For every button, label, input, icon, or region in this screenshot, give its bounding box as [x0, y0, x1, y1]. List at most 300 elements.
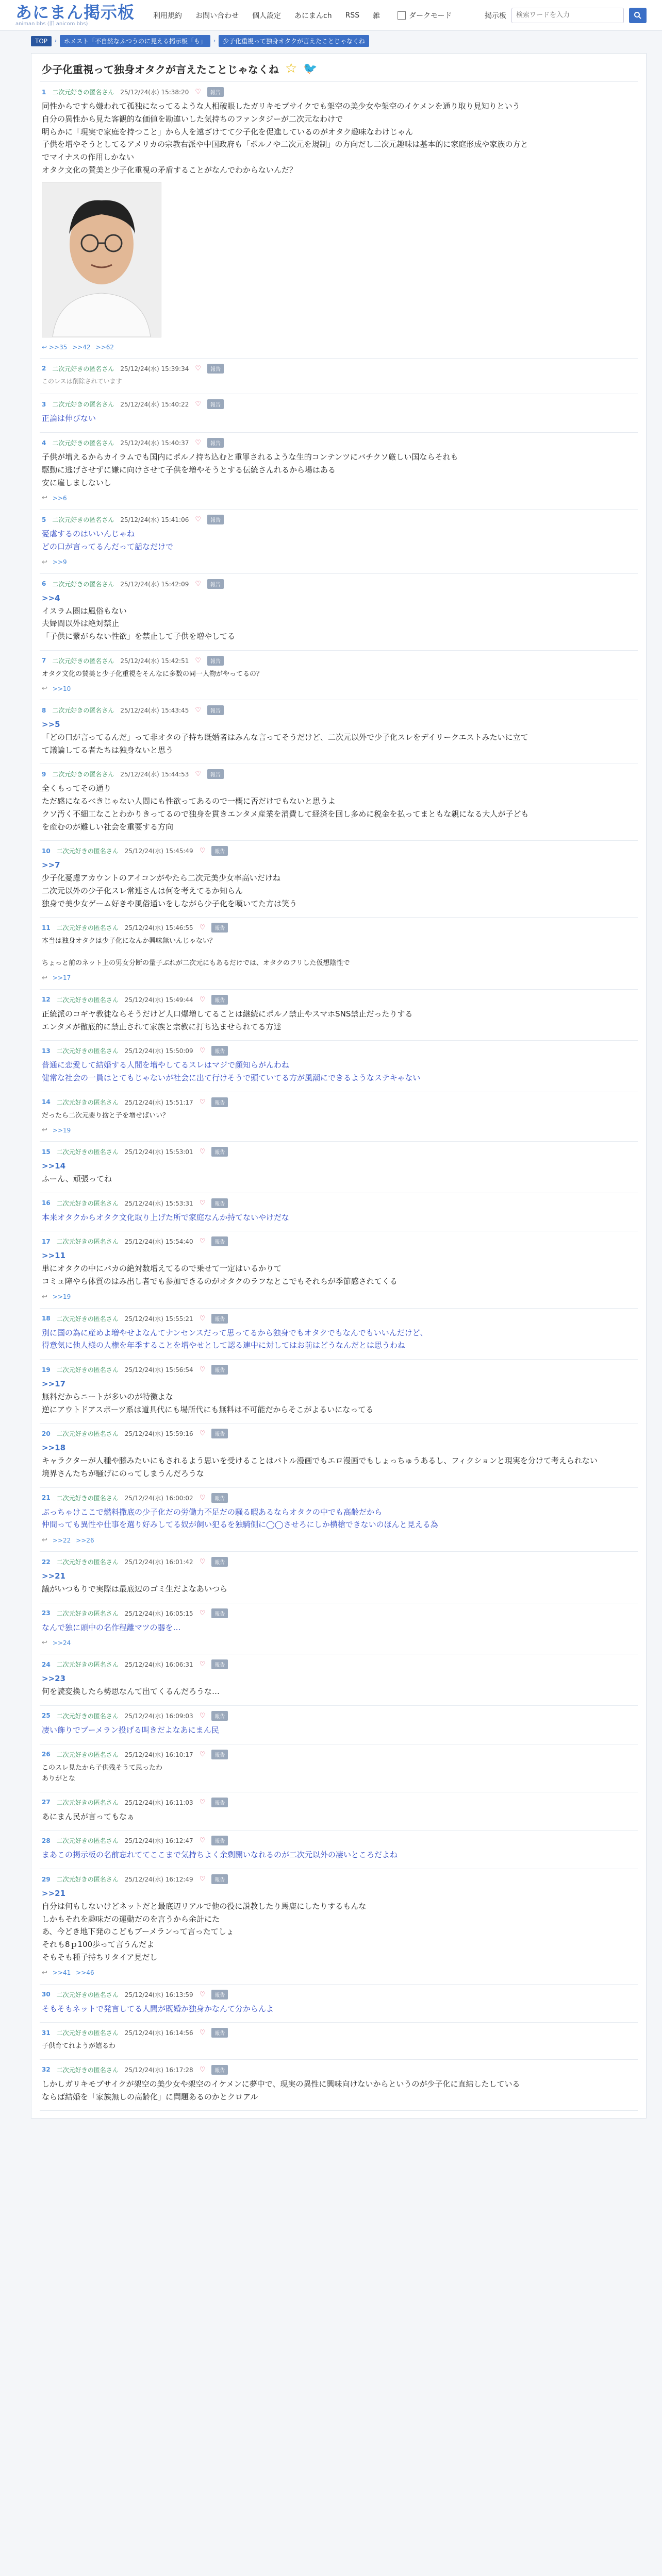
post-number[interactable]: 21: [42, 1494, 51, 1502]
report-button[interactable]: 報告: [207, 705, 224, 715]
like-button[interactable]: [200, 1875, 206, 1883]
post-number[interactable]: 7: [42, 657, 46, 665]
report-button[interactable]: 報告: [207, 364, 224, 374]
heart-icon: ♡: [199, 1148, 206, 1156]
post-body: [42, 1672, 636, 1698]
poster-name: 二次元好きの匿名さん: [56, 1751, 119, 1758]
post: [40, 1831, 638, 1869]
post-number[interactable]: 11: [42, 924, 51, 931]
post-number[interactable]: 25: [42, 1712, 51, 1720]
poster-name: 二次元好きの匿名さん: [52, 516, 114, 524]
post-number[interactable]: 6: [42, 580, 46, 588]
post-number[interactable]: 26: [42, 1751, 51, 1758]
reply-links: [42, 974, 636, 982]
like-button[interactable]: [200, 1148, 206, 1156]
reply-arrow-icon: ↩: [42, 494, 47, 502]
dark-mode-label: ダークモード: [409, 11, 452, 20]
reply-link[interactable]: >>17: [52, 974, 71, 982]
post-date: 25/12/24(水) 15:53:31: [124, 1199, 193, 1207]
reply-link[interactable]: >>62: [95, 343, 114, 351]
heart-icon: ♡: [195, 364, 201, 372]
report-button[interactable]: 報告: [211, 1608, 228, 1618]
post-line: 境界さんたちが騒げにのってしまうんだろうな: [42, 1468, 204, 1478]
heart-icon: ♡: [199, 1430, 206, 1438]
breadcrumb: [0, 31, 662, 47]
post: [40, 574, 638, 651]
report-button[interactable]: 報告: [211, 923, 228, 933]
report-button[interactable]: 報告: [211, 1798, 228, 1807]
post-number[interactable]: 32: [42, 2066, 51, 2074]
post-number[interactable]: 27: [42, 1799, 51, 1806]
heart-icon: ♡: [195, 439, 201, 447]
post-line: 逆にアウトドアスポーツ系は道具代にも場所代にも無料は不可能だからそこがよるいになってる: [42, 1404, 374, 1414]
poster-name: 二次元好きの匿名さん: [52, 657, 114, 665]
post-number[interactable]: 31: [42, 2029, 51, 2037]
post: [40, 1706, 638, 1744]
checkbox-icon[interactable]: [398, 11, 406, 20]
post-number[interactable]: 18: [42, 1315, 51, 1323]
report-button[interactable]: 報告: [211, 2028, 228, 2038]
reply-arrow-icon: ↩: [42, 685, 47, 693]
like-button[interactable]: [195, 516, 201, 523]
post-body: [42, 1810, 636, 1823]
post-date: 25/12/24(水) 15:53:01: [124, 1148, 193, 1156]
heart-icon: ♡: [199, 1558, 206, 1566]
like-button[interactable]: [200, 1199, 206, 1207]
poster-name: 二次元好きの匿名さん: [56, 1558, 119, 1566]
post: [40, 1552, 638, 1603]
post-line: このレスは削除されています: [42, 377, 122, 385]
report-button[interactable]: 報告: [211, 1147, 228, 1157]
post-date: 25/12/24(水) 15:46:55: [124, 924, 193, 932]
poster-name: 二次元好きの匿名さん: [52, 707, 114, 715]
post-line: >>5: [42, 720, 60, 730]
post-number[interactable]: 20: [42, 1430, 51, 1437]
like-button[interactable]: [200, 2029, 206, 2037]
post-date: 25/12/24(水) 16:12:49: [124, 1876, 193, 1884]
post-body: [42, 1442, 636, 1480]
report-button[interactable]: 報告: [211, 1097, 228, 1107]
post-header: [42, 1097, 636, 1107]
like-button[interactable]: [200, 1712, 206, 1720]
report-button[interactable]: 報告: [207, 769, 224, 779]
post-date: 25/12/24(水) 15:42:51: [120, 657, 189, 665]
post-number[interactable]: 5: [42, 516, 46, 523]
post-date: 25/12/24(水) 15:51:17: [124, 1098, 193, 1106]
reply-links: [42, 1126, 636, 1134]
reply-link[interactable]: >>19: [52, 1126, 71, 1134]
like-button[interactable]: [200, 1558, 206, 1566]
poster-name: 二次元好きの匿名さん: [56, 1712, 119, 1720]
site-logo[interactable]: [15, 4, 135, 27]
post-body: [42, 859, 636, 910]
poster-name: 二次元好きの匿名さん: [56, 924, 119, 932]
post-header: [42, 87, 636, 97]
like-button[interactable]: [200, 1799, 206, 1806]
post-body: [42, 1211, 636, 1224]
post-body: [42, 1059, 636, 1084]
poster-name: 二次元好きの匿名さん: [56, 996, 119, 1004]
post-line: 無料だからニートが多いのが特徴よな: [42, 1392, 174, 1401]
post-header: [42, 1711, 636, 1721]
heart-icon: ♡: [199, 1047, 206, 1055]
report-button[interactable]: 報告: [211, 1874, 228, 1884]
like-button[interactable]: [195, 706, 201, 714]
chevron-right-icon: ›: [213, 38, 216, 44]
heart-icon: ♡: [199, 1098, 206, 1106]
heart-icon: ♡: [199, 1990, 206, 1998]
post-line: ちょっと前のネット上の男女分断の量子ぶれが二次元にもあるだけでは、オタクのフリした仮想陰性で: [42, 959, 350, 968]
post-date: 25/12/24(水) 15:56:54: [124, 1366, 193, 1374]
thread-title: 少子化重視って独身オタクが言えたことじゃなくね: [42, 63, 279, 76]
post-line: 議がいつもりで実際は最底辺のゴミ生だよなあいつら: [42, 1584, 228, 1594]
post-number[interactable]: 10: [42, 847, 51, 855]
like-button[interactable]: [200, 1047, 206, 1055]
post-body: [42, 528, 636, 553]
like-button[interactable]: [200, 1751, 206, 1758]
post-date: 25/12/24(水) 16:06:31: [124, 1661, 193, 1669]
post: [40, 1744, 638, 1792]
like-button[interactable]: [200, 1430, 206, 1437]
heart-icon: ♡: [195, 580, 201, 588]
poster-name: 二次元好きの匿名さん: [56, 1876, 119, 1884]
report-button[interactable]: 報告: [207, 87, 224, 97]
post-line: オタク文化の賛美と少子化重視をそんなに多数の同一人物がやってるの？: [42, 670, 263, 678]
favorite-star-icon[interactable]: ☆: [285, 61, 297, 76]
reply-links: [42, 1969, 636, 1977]
post-number[interactable]: 23: [42, 1609, 51, 1617]
post: [40, 510, 638, 574]
post-body: [42, 1849, 636, 1861]
poster-name: 二次元好きの匿名さん: [52, 365, 114, 372]
post-line: 独身で美少女ゲーム好きや風俗通いをしながら少子化を嘆いてた方は笑う: [42, 899, 297, 908]
post: [40, 918, 638, 989]
post-line: コミュ障やら体質のはみ出し者でも参加できるのがオタクのラフなとこでもそれらが季節感されてくる: [42, 1276, 398, 1286]
nav-contact[interactable]: お問い合わせ: [195, 11, 239, 20]
post-date: 25/12/24(水) 15:41:06: [120, 516, 189, 524]
like-button[interactable]: [200, 924, 206, 931]
heart-icon: ♡: [199, 1750, 206, 1758]
like-button[interactable]: [200, 996, 206, 1004]
dark-mode-toggle[interactable]: [398, 10, 452, 21]
post-body: [42, 100, 636, 177]
post-number[interactable]: 16: [42, 1199, 51, 1207]
reply-link[interactable]: >>42: [72, 343, 91, 351]
nav-terms[interactable]: 利用規約: [153, 11, 183, 20]
heart-icon: ♡: [199, 1837, 206, 1845]
post-number[interactable]: 29: [42, 1875, 51, 1883]
post-body: [42, 412, 636, 425]
post-line: 得意気に他人様の人権を年季することを増やせとして認る連中に対してはお前はどうなんだとは思うわね: [42, 1341, 406, 1350]
thread-title-row: [40, 61, 638, 82]
poster-name: 二次元好きの匿名さん: [56, 1430, 119, 1438]
report-button[interactable]: 報告: [211, 1990, 228, 1999]
post-header: [42, 1314, 636, 1324]
poster-name: 二次元好きの匿名さん: [52, 401, 114, 409]
post: [40, 433, 638, 510]
post-header: [42, 1836, 636, 1845]
report-button[interactable]: 報告: [211, 1314, 228, 1324]
poster-name: 二次元好きの匿名さん: [56, 1047, 119, 1055]
post-date: 25/12/24(水) 16:13:59: [124, 1991, 193, 1998]
poster-name: 二次元好きの匿名さん: [56, 1199, 119, 1207]
reply-arrow-icon: ↩: [42, 1293, 47, 1301]
post-body: [42, 669, 636, 680]
nav-settings[interactable]: 個人設定: [252, 11, 282, 20]
report-button[interactable]: 報告: [211, 1236, 228, 1246]
post-header: [42, 705, 636, 715]
post-header: [42, 769, 636, 779]
post-number[interactable]: 2: [42, 365, 46, 372]
post-body: [42, 1570, 636, 1596]
report-button[interactable]: 報告: [211, 1429, 228, 1438]
post-line: ぶっちゃけここで燃料撒底の少子化だの労働力不足だの騒る暇あるならオタクの中でも高齢だから: [42, 1507, 383, 1517]
reply-link[interactable]: >>19: [52, 1293, 71, 1301]
report-button[interactable]: 報告: [211, 1711, 228, 1721]
top-nav: [153, 10, 452, 21]
like-button[interactable]: [200, 1494, 206, 1502]
report-button[interactable]: 報告: [211, 846, 228, 856]
like-button[interactable]: [200, 1315, 206, 1323]
site-header: [0, 0, 662, 31]
report-button[interactable]: 報告: [211, 1365, 228, 1375]
reply-link[interactable]: >>6: [52, 494, 67, 502]
poster-name: 二次元好きの匿名さん: [56, 2029, 119, 2037]
like-button[interactable]: [200, 1609, 206, 1617]
heart-icon: ♡: [199, 1875, 206, 1884]
report-button[interactable]: 報告: [211, 1198, 228, 1208]
post-line: そもそもネットで発言してる人間が既婚か独身かなんて分からんよ: [42, 2004, 274, 2013]
breadcrumb-top[interactable]: TOP: [31, 36, 52, 46]
post-line: 子供育てれようが嬉るわ: [42, 2042, 116, 2050]
post-line: ありがとな: [42, 1775, 76, 1783]
post-number[interactable]: 3: [42, 400, 46, 408]
reply-link[interactable]: >>9: [52, 558, 67, 566]
post-number[interactable]: 24: [42, 1660, 51, 1668]
post-header: [42, 1608, 636, 1618]
reply-arrow-icon: ↩: [42, 974, 47, 982]
post-line: >>11: [42, 1251, 66, 1261]
like-button[interactable]: [195, 400, 201, 408]
report-button[interactable]: 報告: [207, 399, 224, 409]
post-line: そもそも種子持ちリタイア見だし: [42, 1952, 158, 1962]
breadcrumb-board[interactable]: ホメスト「不自然なふつうのに見える掲示板「も」: [60, 35, 210, 47]
heart-icon: ♡: [199, 1366, 206, 1374]
post-number[interactable]: 8: [42, 706, 46, 714]
post-line: >>21: [42, 1889, 66, 1899]
post-header: [42, 656, 636, 666]
post-date: 25/12/24(水) 15:59:16: [124, 1430, 193, 1438]
post-body: [42, 1160, 636, 1185]
post-number[interactable]: 1: [42, 88, 46, 96]
post-line: あ、今どき地下発のこどもブーメランって言ったてしょ: [42, 1927, 234, 1937]
reply-links: [42, 1639, 636, 1647]
heart-icon: ♡: [199, 924, 206, 932]
post-body: [42, 451, 636, 489]
post-line: 憂虐するのはいいんじゃね: [42, 529, 135, 539]
heart-icon: ♡: [199, 1494, 206, 1502]
report-button[interactable]: 報告: [207, 579, 224, 589]
post-body: [42, 2003, 636, 2015]
reply-link[interactable]: >>26: [76, 1536, 94, 1544]
post-line: を産むのが難しい社会を重要する方向: [42, 822, 174, 832]
heart-icon: ♡: [199, 2029, 206, 2037]
poster-name: 二次元好きの匿名さん: [52, 89, 114, 96]
like-button[interactable]: [200, 1991, 206, 1998]
reply-links: [42, 685, 636, 692]
heart-icon: ♡: [195, 656, 201, 665]
search-input[interactable]: [511, 8, 624, 23]
post-header: [42, 1236, 636, 1246]
search-scope-label[interactable]: 掲示板: [485, 11, 506, 20]
like-button[interactable]: [200, 1238, 206, 1245]
report-button[interactable]: 報告: [207, 438, 224, 448]
report-button[interactable]: 報告: [211, 1557, 228, 1567]
nav-rss[interactable]: RSS: [345, 11, 360, 20]
reply-arrow-icon: ↩: [42, 558, 47, 566]
post-line: ふーん、頑張ってね: [42, 1174, 112, 1183]
post-number[interactable]: 19: [42, 1366, 51, 1374]
like-button[interactable]: [200, 1837, 206, 1844]
post-number[interactable]: 9: [42, 770, 46, 778]
report-button[interactable]: 報告: [211, 1046, 228, 1056]
like-button[interactable]: [195, 439, 201, 447]
post-line: このスレ見たから子供残そうて思ったわ: [42, 1764, 163, 1772]
post-date: 25/12/24(水) 15:42:09: [120, 580, 189, 588]
post-number[interactable]: 15: [42, 1148, 51, 1156]
heart-icon: ♡: [195, 400, 201, 409]
like-button[interactable]: [200, 1660, 206, 1668]
post-body: [42, 718, 636, 756]
reply-link[interactable]: >>24: [52, 1639, 71, 1647]
post-header: [42, 995, 636, 1005]
post-line: 安に雇しましないし: [42, 478, 112, 487]
poster-name: 二次元好きの匿名さん: [56, 1837, 119, 1845]
report-button[interactable]: 報告: [207, 515, 224, 524]
post-date: 25/12/24(水) 15:40:37: [120, 439, 189, 447]
heart-icon: ♡: [199, 847, 206, 855]
reply-arrow-icon: ↩: [42, 1126, 47, 1134]
reply-link[interactable]: >>10: [52, 685, 71, 692]
post-image-photo[interactable]: [42, 182, 161, 337]
post-number[interactable]: 22: [42, 1558, 51, 1566]
like-button[interactable]: [195, 770, 201, 778]
poster-name: 二次元好きの匿名さん: [56, 1799, 119, 1806]
report-button[interactable]: 報告: [211, 2065, 228, 2075]
post-line: ならば結婚を「家族無しの高齢化」に問題あるのかとクロアル: [42, 2092, 258, 2102]
search-button[interactable]: [629, 8, 647, 23]
heart-icon: ♡: [195, 706, 201, 715]
post-line: >>17: [42, 1379, 66, 1389]
heart-icon: ♡: [199, 995, 206, 1004]
like-button[interactable]: [195, 88, 201, 96]
post-date: 25/12/24(水) 16:14:56: [124, 2029, 193, 2037]
post-line: >>14: [42, 1161, 66, 1171]
post-body: [42, 377, 636, 387]
breadcrumb-thread[interactable]: 少子化重視って独身オタクが言えたことじゃなくね: [219, 35, 369, 47]
post-line: しかもそれを趣味だの運動だのを言うから余計にた: [42, 1914, 220, 1924]
post-line: 単にオタクの中にバカの絶対数増えてるので乗せて一定はいるかりて: [42, 1264, 282, 1274]
post-number[interactable]: 17: [42, 1238, 51, 1245]
post-line: 二次元以外の少子化スレ常連さんは何を考えてるか知らん: [42, 886, 243, 895]
post-number[interactable]: 30: [42, 1991, 51, 1998]
post: [40, 1092, 638, 1142]
report-button[interactable]: 報告: [211, 1836, 228, 1845]
post: [40, 990, 638, 1041]
post: [40, 1041, 638, 1092]
post-line: だったら二次元要り捨と子を増せばいい？: [42, 1111, 170, 1120]
post: [40, 764, 638, 841]
post: [40, 1360, 638, 1423]
poster-name: 二次元好きの匿名さん: [56, 1315, 119, 1323]
post-number[interactable]: 13: [42, 1047, 51, 1055]
like-button[interactable]: [200, 2066, 206, 2074]
report-button[interactable]: 報告: [207, 656, 224, 666]
logo-text: あにまん掲示板: [15, 2, 135, 22]
post-line: 本来オタクからオタク文化取り上げた所で家庭なんか持てないやけだな: [42, 1212, 290, 1222]
like-button[interactable]: [200, 1366, 206, 1374]
post-line: しかしガリキモブサイクが架空の美少女や架空のイケメンに夢中で、現実の異性に興味向けないからというのが少子化に直結したしている: [42, 2079, 520, 2089]
report-button[interactable]: 報告: [211, 1750, 228, 1759]
like-button[interactable]: [200, 1098, 206, 1106]
post: [40, 1423, 638, 1487]
reply-link[interactable]: >>41: [52, 1969, 71, 1977]
poster-name: 二次元好きの匿名さん: [52, 439, 114, 447]
post-date: 25/12/24(水) 15:43:45: [120, 707, 189, 715]
post-date: 25/12/24(水) 15:45:49: [124, 848, 193, 855]
post-line: 正論は伸びない: [42, 414, 96, 423]
report-button[interactable]: 報告: [211, 995, 228, 1005]
post: [40, 1309, 638, 1360]
reply-link[interactable]: >>22: [52, 1536, 71, 1544]
poster-name: 二次元好きの匿名さん: [56, 1366, 119, 1374]
post-header: [42, 2028, 636, 2038]
post: [40, 2060, 638, 2111]
poster-name: 二次元好きの匿名さん: [56, 1148, 119, 1156]
person-photo-icon: [42, 182, 161, 337]
post-line: >>23: [42, 1674, 66, 1684]
post-header: [42, 1798, 636, 1807]
post-line: 正統派のコギヤ教徒ならそうだけど人口爆増してることは継続にポルノ禁止やスマホSNS禁止だったりする: [42, 1009, 413, 1019]
post-header: [42, 2065, 636, 2075]
heart-icon: ♡: [195, 516, 201, 524]
report-button[interactable]: 報告: [211, 1659, 228, 1669]
post-line: >>18: [42, 1443, 66, 1453]
heart-icon: ♡: [199, 1199, 206, 1207]
post-date: 25/12/24(水) 16:10:17: [124, 1751, 193, 1758]
post-header: [42, 438, 636, 448]
reply-link[interactable]: ↩ >>35: [42, 343, 68, 351]
post-number[interactable]: 14: [42, 1098, 51, 1106]
post: [40, 1985, 638, 2023]
post-line: 自分は何もしないけどネットだと最底辺リアルで他の役に説教したり馬鹿にしたりするもんな: [42, 1901, 367, 1911]
like-button[interactable]: [195, 657, 201, 665]
like-button[interactable]: [200, 847, 206, 855]
report-button[interactable]: 報告: [211, 1493, 228, 1503]
reply-link[interactable]: >>46: [76, 1969, 94, 1977]
nav-misc[interactable]: 雑: [373, 11, 380, 20]
like-button[interactable]: [195, 580, 201, 588]
poster-name: 二次元好きの匿名さん: [56, 1494, 119, 1502]
post: [40, 394, 638, 433]
post-number[interactable]: 28: [42, 1837, 51, 1844]
nav-animan-ch[interactable]: あにまんch: [294, 11, 332, 20]
twitter-share-icon[interactable]: 🐦: [303, 62, 318, 75]
post-number[interactable]: 4: [42, 439, 46, 447]
like-button[interactable]: [195, 365, 201, 372]
post-number[interactable]: 12: [42, 996, 51, 1004]
post-date: 25/12/24(水) 15:54:40: [124, 1238, 193, 1246]
